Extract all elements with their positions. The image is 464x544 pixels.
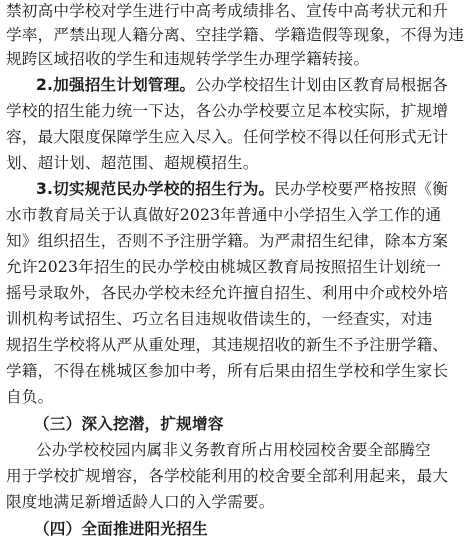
paragraph-line: 划、超计划、超范围、超规模招生。	[6, 154, 259, 172]
section-4-heading: （四）全面推进阳光招生	[34, 520, 208, 538]
paragraph-line: 摇号录取外，各民办学校未经允许擅自招生、利用中介或校外培	[6, 284, 449, 302]
item-3-heading: 3.切实规范民办学校的招生行为。	[36, 180, 275, 198]
paragraph-line: 限度地满足新增适龄人口的入学需要。	[6, 493, 275, 511]
paragraph-line: 规招生学校将从严从重处理，其违规招收的新生不予注册学籍、	[6, 336, 449, 354]
paragraph-line: 规跨区域招收的学生和违规转学学生办理学籍转接。	[6, 50, 370, 68]
paragraph-line: 禁初高中学校对学生进行中高考成绩排名、宣传中高考状元和升	[6, 2, 449, 20]
paragraph-line: 用于学校扩规增容，各学校能利用的校舍要全部利用起来，最大	[6, 467, 449, 485]
item-2-first-line	[6, 74, 449, 98]
item-3-first-line-text: 民办学校要严格按照《衡	[274, 180, 449, 198]
section-3-heading: （三）深入挖潜，扩规增容	[34, 415, 224, 433]
paragraph-line: 水市教育局关于认真做好2023年普通中小学招生入学工作的通	[6, 206, 442, 224]
paragraph-line: 容，最大限度保障学生应入尽入。任何学校不得以任何形式无计	[6, 128, 449, 146]
paragraph-line: 公办学校校园内属非义务教育所占用校园校舍要全部腾空	[36, 441, 431, 459]
paragraph-line: 学籍，不得在桃城区参加中考，所有后果由招生学校和学生家长	[6, 362, 449, 380]
paragraph-line: 自负。	[6, 388, 54, 406]
paragraph-line: 知》组织招生，否则不予注册学籍。为严肃招生纪律，除本方案	[6, 232, 449, 250]
paragraph-line: 学率，严禁出现人籍分离、空挂学籍、学籍造假等现象，不得为违	[6, 26, 464, 44]
paragraph-line: 学校的招生能力统一下达，各公办学校要立足本校实际，扩规增	[6, 102, 449, 120]
item-2-heading: 2.加强招生计划管理。	[36, 76, 196, 94]
paragraph-line: 允许2023年招生的民办学校由桃城区教育局按照招生计划统一	[6, 258, 442, 276]
paragraph-line: 训机构考试招生、巧立名目违规收借读生的，一经查实，对违	[6, 310, 433, 328]
item-3-first-line	[6, 178, 449, 202]
item-2-first-line-text: 公办学校招生计划由区教育局根据各	[195, 76, 449, 94]
